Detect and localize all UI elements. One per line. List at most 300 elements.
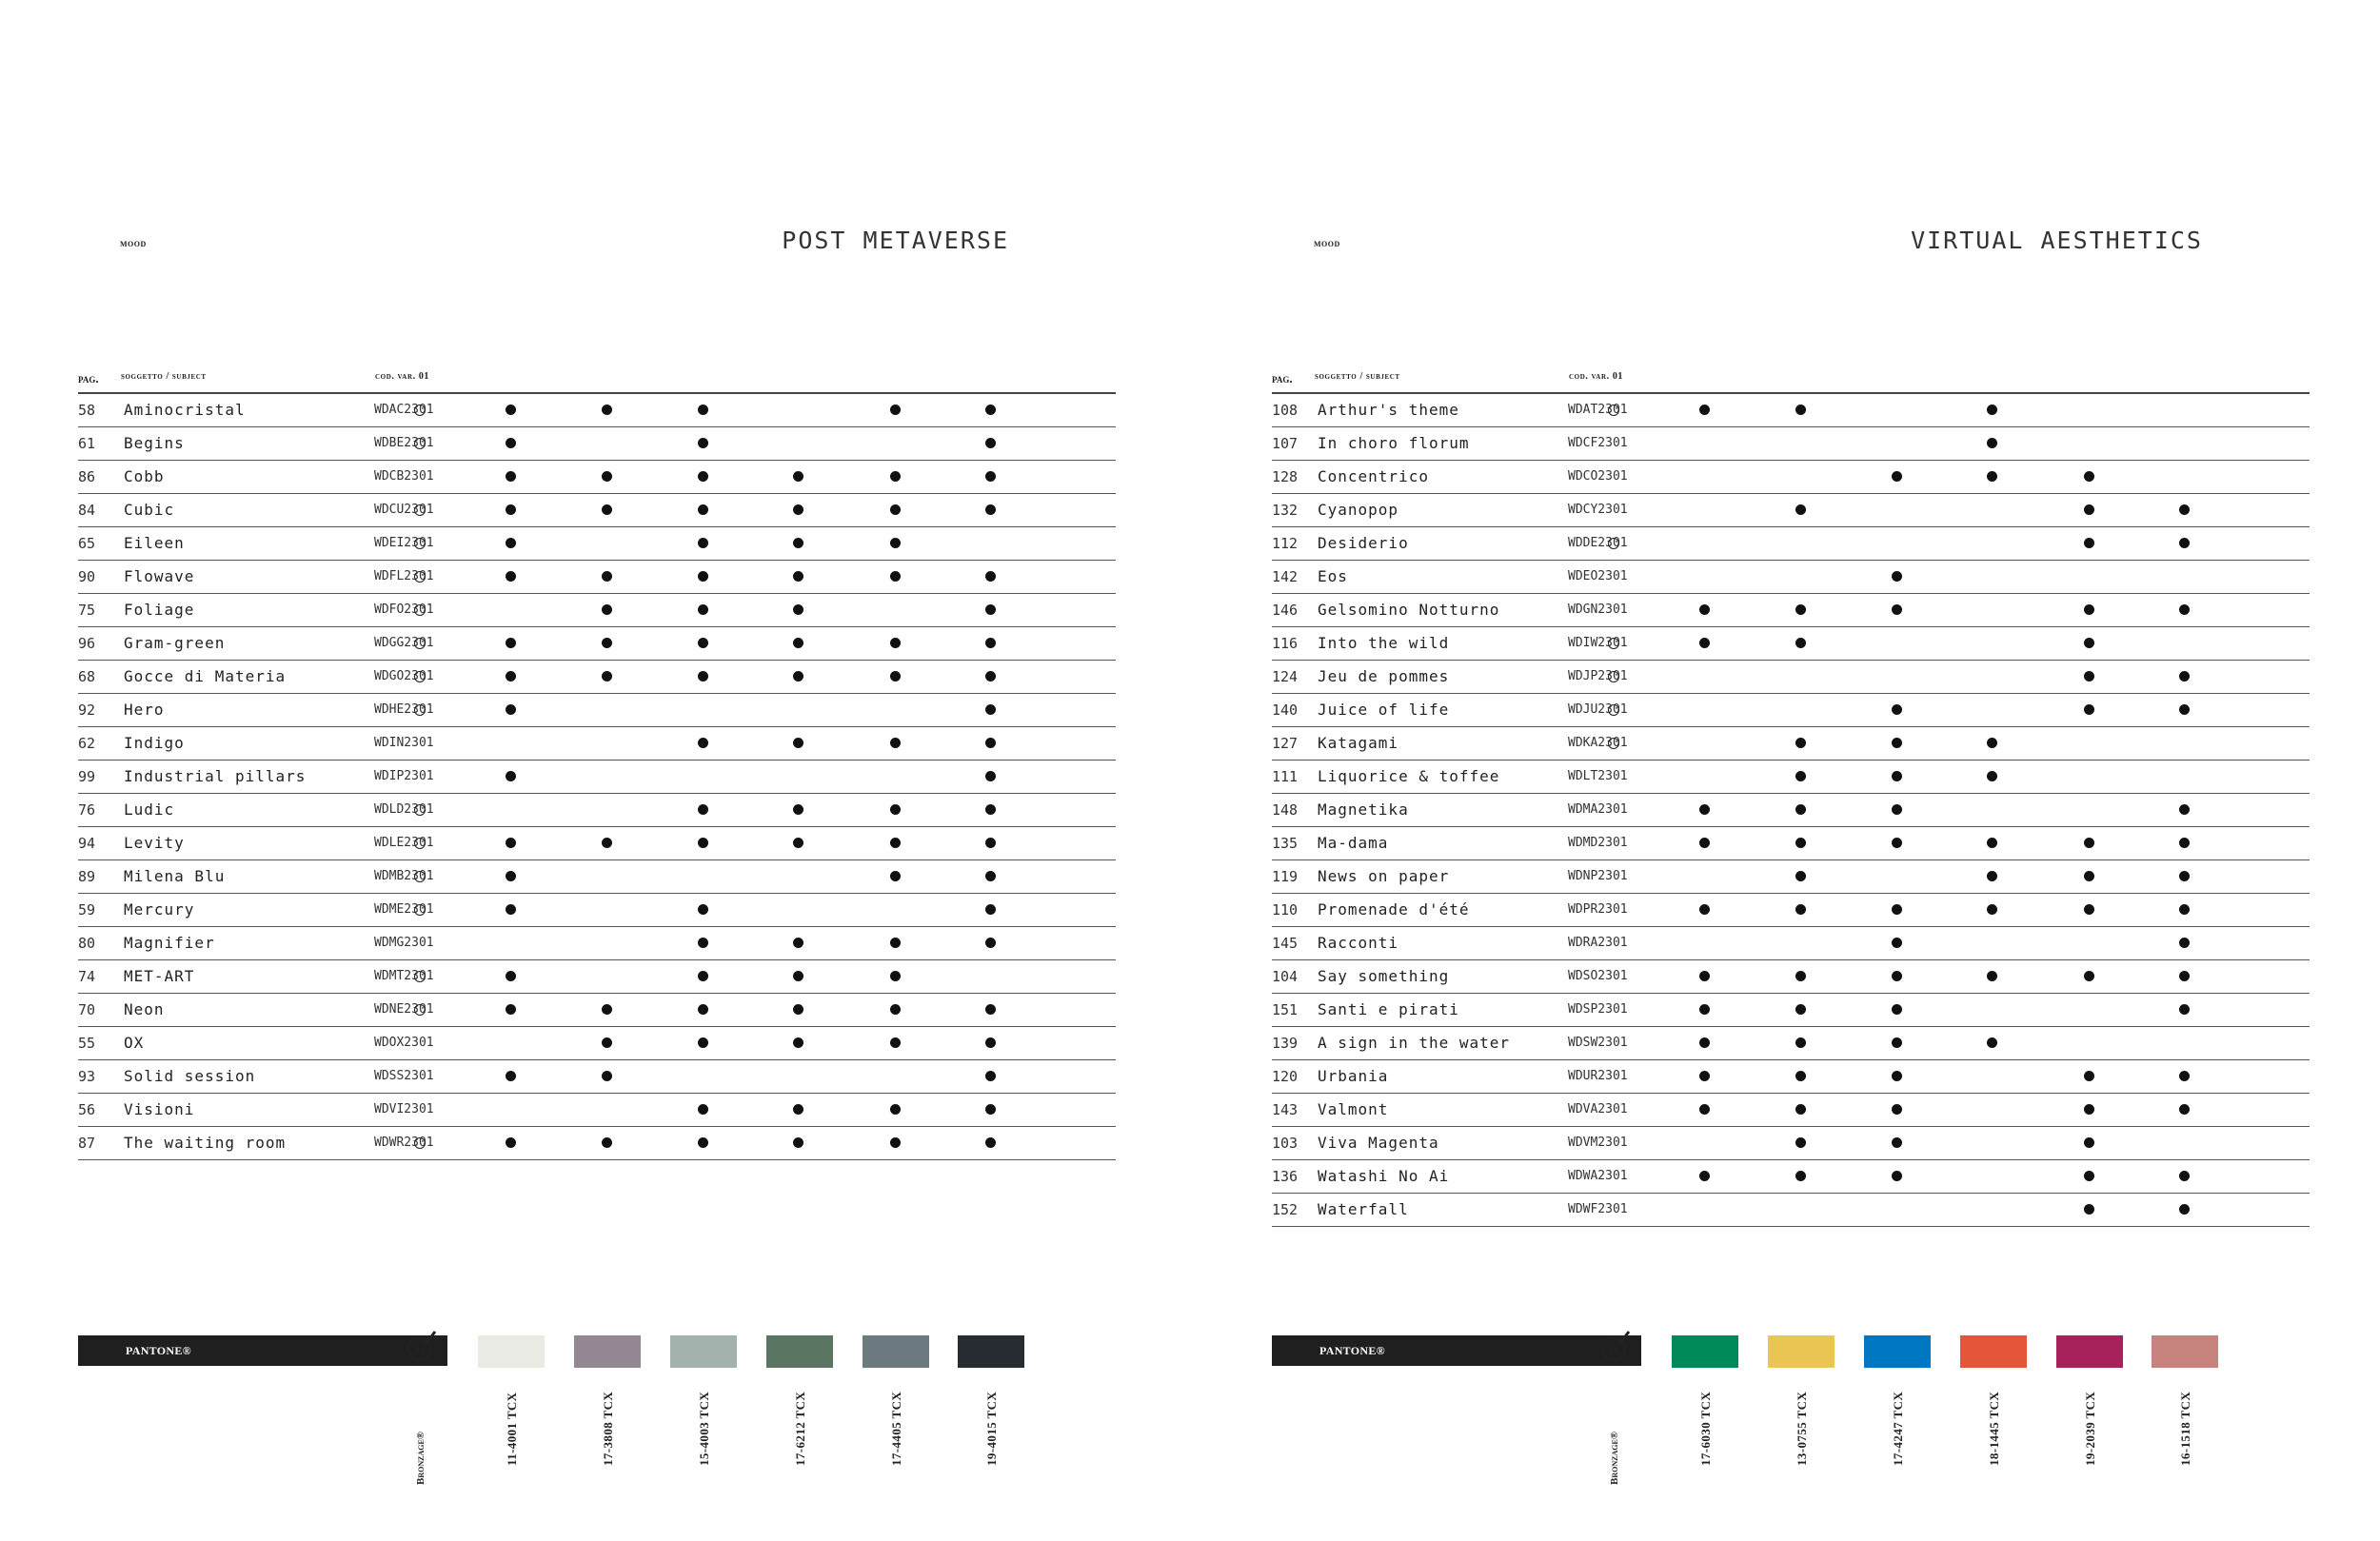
page-number: 76: [78, 801, 96, 819]
subject-name: Magnetika: [1318, 800, 1409, 819]
color-filled-dot-icon: [890, 571, 901, 582]
color-swatch: [2056, 1335, 2123, 1368]
color-filled-dot-icon: [985, 838, 996, 848]
color-filled-dot-icon: [793, 504, 803, 515]
page-title: POST METAVERSE: [782, 227, 1009, 254]
subject-name: Juice of life: [1318, 701, 1450, 719]
color-filled-dot-icon: [793, 671, 803, 682]
pantone-code: [693, 1371, 714, 1466]
page-number: 93: [78, 1068, 96, 1085]
page-number: 58: [78, 402, 96, 419]
color-filled-dot-icon: [698, 804, 708, 815]
color-filled-dot-icon: [890, 638, 901, 648]
color-filled-dot-icon: [1987, 871, 1997, 881]
color-filled-dot-icon: [2084, 604, 2094, 615]
bronzage-open-dot-icon: [414, 871, 426, 882]
color-filled-dot-icon: [506, 871, 516, 881]
pantone-code-text: 19-4015 TCX: [984, 1391, 999, 1466]
color-filled-dot-icon: [506, 438, 516, 448]
page-number: 92: [78, 701, 96, 719]
color-filled-dot-icon: [2084, 638, 2094, 648]
page-number: 86: [78, 468, 96, 485]
variant-code: WDDE2301: [1568, 536, 1628, 550]
color-filled-dot-icon: [1987, 771, 1997, 781]
table-row: [1272, 661, 2310, 694]
variant-code: WDEI2301: [374, 536, 434, 550]
color-filled-dot-icon: [2179, 671, 2190, 682]
color-filled-dot-icon: [1699, 1004, 1710, 1015]
color-filled-dot-icon: [1892, 771, 1902, 781]
color-filled-dot-icon: [506, 971, 516, 981]
color-filled-dot-icon: [985, 938, 996, 948]
variant-code: WDVI2301: [374, 1102, 434, 1116]
color-filled-dot-icon: [2084, 671, 2094, 682]
subject-name: The waiting room: [124, 1134, 287, 1152]
color-filled-dot-icon: [2084, 1204, 2094, 1215]
table-row: [1272, 494, 2310, 527]
page-number: 111: [1272, 768, 1299, 785]
color-filled-dot-icon: [2084, 1104, 2094, 1115]
color-filled-dot-icon: [985, 504, 996, 515]
table-row: [1272, 1194, 2310, 1227]
color-filled-dot-icon: [2179, 971, 2190, 981]
color-filled-dot-icon: [2084, 1137, 2094, 1148]
color-filled-dot-icon: [1892, 1171, 1902, 1181]
color-filled-dot-icon: [890, 804, 901, 815]
table-row: [78, 1060, 1116, 1094]
color-filled-dot-icon: [698, 604, 708, 615]
subject-name: Santi e pirati: [1318, 1000, 1459, 1018]
color-filled-dot-icon: [985, 604, 996, 615]
bronzage-open-dot-icon: [414, 804, 426, 816]
color-filled-dot-icon: [1795, 1104, 1806, 1115]
color-filled-dot-icon: [985, 904, 996, 915]
color-filled-dot-icon: [985, 1037, 996, 1048]
page-number: 84: [78, 502, 96, 519]
color-filled-dot-icon: [793, 604, 803, 615]
color-filled-dot-icon: [506, 638, 516, 648]
table-row: [1272, 461, 2310, 494]
subject-name: Racconti: [1318, 934, 1399, 952]
pantone-code-text: 11-4001 TCX: [505, 1392, 519, 1466]
pantone-code: [1887, 1371, 1908, 1466]
color-filled-dot-icon: [985, 1104, 996, 1115]
color-filled-dot-icon: [793, 1104, 803, 1115]
page-number: 89: [78, 868, 96, 885]
color-filled-dot-icon: [985, 1071, 996, 1081]
spread-virtual-aesthetics: [1194, 0, 2380, 1541]
variant-code: WDLD2301: [374, 802, 434, 817]
svg-text:b: b: [1610, 1343, 1617, 1357]
variant-code: WDFO2301: [374, 603, 434, 617]
color-filled-dot-icon: [698, 1137, 708, 1148]
page-number: 62: [78, 735, 96, 752]
color-filled-dot-icon: [1892, 1071, 1902, 1081]
color-filled-dot-icon: [1795, 1037, 1806, 1048]
page-number: 127: [1272, 735, 1299, 752]
page-number: 80: [78, 935, 96, 952]
color-swatch: [478, 1335, 545, 1368]
table-row: [78, 894, 1116, 927]
bronzage-open-dot-icon: [414, 904, 426, 916]
color-filled-dot-icon: [793, 971, 803, 981]
page-number: 107: [1272, 435, 1299, 452]
color-filled-dot-icon: [506, 771, 516, 781]
page-title: VIRTUAL AESTHETICS: [1911, 227, 2203, 254]
color-filled-dot-icon: [1892, 1137, 1902, 1148]
color-filled-dot-icon: [2179, 1071, 2190, 1081]
color-filled-dot-icon: [985, 804, 996, 815]
color-filled-dot-icon: [1987, 971, 1997, 981]
color-filled-dot-icon: [985, 1004, 996, 1015]
subject-name: Into the wild: [1318, 634, 1450, 652]
color-filled-dot-icon: [1795, 871, 1806, 881]
table-row: [78, 1027, 1116, 1060]
variant-code: WDIW2301: [1568, 636, 1628, 650]
table-row: [1272, 394, 2310, 427]
color-filled-dot-icon: [2084, 1071, 2094, 1081]
table-header: [1272, 371, 2310, 392]
color-filled-dot-icon: [890, 405, 901, 415]
page-number: 90: [78, 568, 96, 585]
color-filled-dot-icon: [890, 671, 901, 682]
table-row: [78, 561, 1116, 594]
mood-label: mood: [120, 236, 147, 249]
subject-name: Eileen: [124, 534, 185, 552]
table-row: [78, 694, 1116, 727]
color-filled-dot-icon: [1892, 471, 1902, 482]
variant-code: WDVM2301: [1568, 1136, 1628, 1150]
color-filled-dot-icon: [1699, 604, 1710, 615]
color-filled-dot-icon: [698, 1037, 708, 1048]
color-filled-dot-icon: [506, 504, 516, 515]
color-filled-dot-icon: [1699, 1171, 1710, 1181]
color-filled-dot-icon: [2179, 538, 2190, 548]
subject-name: Milena Blu: [124, 867, 226, 885]
table-row: [1272, 1127, 2310, 1160]
subject-name: Desiderio: [1318, 534, 1409, 552]
table-row: [78, 394, 1116, 427]
color-filled-dot-icon: [1987, 471, 1997, 482]
pantone-code: [981, 1371, 1002, 1466]
color-filled-dot-icon: [602, 671, 612, 682]
table-row: [1272, 927, 2310, 960]
variant-code: WDCY2301: [1568, 503, 1628, 517]
color-filled-dot-icon: [1892, 804, 1902, 815]
color-filled-dot-icon: [793, 738, 803, 748]
variant-code: WDSP2301: [1568, 1002, 1628, 1017]
subject-name: Solid session: [124, 1067, 256, 1085]
subject-name: Eos: [1318, 567, 1348, 585]
color-filled-dot-icon: [1699, 405, 1710, 415]
color-swatch: [766, 1335, 833, 1368]
bronzage-open-dot-icon: [1608, 738, 1619, 749]
variant-code: WDRA2301: [1568, 936, 1628, 950]
color-filled-dot-icon: [506, 471, 516, 482]
variant-code: WDPR2301: [1568, 902, 1628, 917]
table-row: [1272, 994, 2310, 1027]
subject-name: Levity: [124, 834, 185, 852]
variant-code: WDBE2301: [374, 436, 434, 450]
color-filled-dot-icon: [602, 471, 612, 482]
pantone-code-text: 15-4003 TCX: [697, 1391, 711, 1466]
bronzage-open-dot-icon: [414, 838, 426, 849]
color-filled-dot-icon: [1987, 405, 1997, 415]
table-row: [1272, 561, 2310, 594]
table-row: [78, 727, 1116, 761]
color-filled-dot-icon: [1892, 1004, 1902, 1015]
color-filled-dot-icon: [793, 838, 803, 848]
color-swatch: [1960, 1335, 2027, 1368]
color-filled-dot-icon: [698, 571, 708, 582]
color-filled-dot-icon: [698, 504, 708, 515]
color-filled-dot-icon: [698, 671, 708, 682]
color-filled-dot-icon: [985, 671, 996, 682]
page-number: 104: [1272, 968, 1299, 985]
header-cod: cod. var. 01: [1569, 371, 1624, 382]
page-number: 120: [1272, 1068, 1299, 1085]
pantone-code: [2174, 1371, 2195, 1466]
bronzage-open-dot-icon: [414, 971, 426, 982]
color-filled-dot-icon: [1987, 738, 1997, 748]
color-filled-dot-icon: [985, 771, 996, 781]
color-filled-dot-icon: [1892, 938, 1902, 948]
color-filled-dot-icon: [1699, 904, 1710, 915]
color-filled-dot-icon: [1795, 604, 1806, 615]
table-row: [78, 594, 1116, 627]
subject-name: Ma-dama: [1318, 834, 1389, 852]
bronzage-open-dot-icon: [414, 538, 426, 549]
svg-text:b: b: [416, 1343, 424, 1357]
color-filled-dot-icon: [506, 1137, 516, 1148]
page-number: 112: [1272, 535, 1299, 552]
bronzage-label: [1606, 1371, 1625, 1485]
variant-code: WDGO2301: [374, 669, 434, 683]
color-filled-dot-icon: [506, 571, 516, 582]
variant-code: WDEO2301: [1568, 569, 1628, 583]
color-filled-dot-icon: [506, 405, 516, 415]
color-filled-dot-icon: [985, 704, 996, 715]
color-filled-dot-icon: [698, 538, 708, 548]
color-filled-dot-icon: [793, 1037, 803, 1048]
color-filled-dot-icon: [793, 938, 803, 948]
subject-name: Liquorice & toffee: [1318, 767, 1500, 785]
color-filled-dot-icon: [890, 1137, 901, 1148]
table-row: [78, 761, 1116, 794]
subject-name: Indigo: [124, 734, 185, 752]
table-row: [78, 827, 1116, 860]
table-row: [78, 661, 1116, 694]
variant-code: WDJP2301: [1568, 669, 1628, 683]
color-filled-dot-icon: [506, 1004, 516, 1015]
page-number: 87: [78, 1135, 96, 1152]
page-number: 119: [1272, 868, 1299, 885]
color-filled-dot-icon: [1699, 638, 1710, 648]
color-filled-dot-icon: [1795, 405, 1806, 415]
page-number: 145: [1272, 935, 1299, 952]
color-filled-dot-icon: [698, 738, 708, 748]
color-filled-dot-icon: [1892, 571, 1902, 582]
variant-code: WDCF2301: [1568, 436, 1628, 450]
pantone-code-text: 19-2039 TCX: [2083, 1391, 2097, 1466]
subject-name: Katagami: [1318, 734, 1399, 752]
table-row: [1272, 427, 2310, 461]
color-filled-dot-icon: [698, 1004, 708, 1015]
page-number: 55: [78, 1035, 96, 1052]
table-row: [1272, 594, 2310, 627]
variant-code: WDFL2301: [374, 569, 434, 583]
subject-name: Mercury: [124, 900, 195, 919]
table-row: [1272, 761, 2310, 794]
bronzage-open-dot-icon: [414, 438, 426, 449]
subject-name: Magnifier: [124, 934, 215, 952]
page-number: 59: [78, 901, 96, 919]
table-row: [1272, 1060, 2310, 1094]
subject-table: [1272, 392, 2310, 1227]
page-number: 128: [1272, 468, 1299, 485]
color-filled-dot-icon: [793, 1004, 803, 1015]
color-filled-dot-icon: [698, 904, 708, 915]
table-row: [78, 1094, 1116, 1127]
color-filled-dot-icon: [1892, 1104, 1902, 1115]
variant-code: WDKA2301: [1568, 736, 1628, 750]
color-filled-dot-icon: [1892, 838, 1902, 848]
subject-name: Visioni: [124, 1100, 195, 1118]
variant-code: WDVA2301: [1568, 1102, 1628, 1116]
variant-code: WDSO2301: [1568, 969, 1628, 983]
color-filled-dot-icon: [2179, 904, 2190, 915]
bronzage-open-dot-icon: [414, 704, 426, 716]
color-filled-dot-icon: [602, 1004, 612, 1015]
subject-name: Hero: [124, 701, 165, 719]
pantone-code-text: 17-4405 TCX: [889, 1391, 903, 1466]
page-number: 132: [1272, 502, 1299, 519]
page-number: 143: [1272, 1101, 1299, 1118]
variant-code: WDSW2301: [1568, 1036, 1628, 1050]
table-row: [78, 427, 1116, 461]
variant-code: WDMT2301: [374, 969, 434, 983]
variant-code: WDNP2301: [1568, 869, 1628, 883]
page-number: 96: [78, 635, 96, 652]
variant-code: WDGN2301: [1568, 603, 1628, 617]
color-filled-dot-icon: [1699, 1037, 1710, 1048]
page-number: 152: [1272, 1201, 1299, 1218]
color-filled-dot-icon: [1795, 1137, 1806, 1148]
color-filled-dot-icon: [890, 1004, 901, 1015]
table-row: [1272, 1027, 2310, 1060]
color-filled-dot-icon: [602, 405, 612, 415]
pantone-code: [789, 1371, 810, 1466]
subject-name: Concentrico: [1318, 467, 1429, 485]
subject-name: Neon: [124, 1000, 165, 1018]
bronzage-open-dot-icon: [414, 405, 426, 416]
color-filled-dot-icon: [793, 804, 803, 815]
page-number: 99: [78, 768, 96, 785]
pantone-code-text: 17-4247 TCX: [1891, 1391, 1905, 1466]
subject-table: [78, 392, 1116, 1160]
table-row: [78, 794, 1116, 827]
color-filled-dot-icon: [2179, 704, 2190, 715]
subject-name: Cubic: [124, 501, 175, 519]
bronzage-open-dot-icon: [414, 1137, 426, 1149]
pantone-code-text: 17-6030 TCX: [1698, 1391, 1713, 1466]
color-filled-dot-icon: [1795, 904, 1806, 915]
bronzage-open-dot-icon: [414, 504, 426, 516]
bronzage-text: Bronzage®: [415, 1431, 426, 1485]
color-swatch: [1672, 1335, 1738, 1368]
mood-label: mood: [1314, 236, 1340, 249]
header-pag: pag.: [78, 371, 99, 385]
color-filled-dot-icon: [2179, 1104, 2190, 1115]
table-row: [78, 461, 1116, 494]
color-filled-dot-icon: [1892, 971, 1902, 981]
bronzage-open-dot-icon: [1608, 538, 1619, 549]
page-number: 116: [1272, 635, 1299, 652]
pantone-label: PANTONE®: [126, 1344, 191, 1357]
color-swatch: [958, 1335, 1024, 1368]
page-number: 110: [1272, 901, 1299, 919]
color-filled-dot-icon: [506, 838, 516, 848]
color-filled-dot-icon: [602, 1137, 612, 1148]
variant-code: WDLT2301: [1568, 769, 1628, 783]
color-filled-dot-icon: [698, 438, 708, 448]
page-number: 139: [1272, 1035, 1299, 1052]
subject-name: News on paper: [1318, 867, 1450, 885]
color-filled-dot-icon: [1699, 838, 1710, 848]
variant-code: WDMB2301: [374, 869, 434, 883]
color-filled-dot-icon: [2179, 838, 2190, 848]
variant-code: WDAC2301: [374, 403, 434, 417]
color-filled-dot-icon: [2084, 538, 2094, 548]
color-filled-dot-icon: [1795, 1071, 1806, 1081]
table-row: [78, 527, 1116, 561]
color-filled-dot-icon: [2084, 971, 2094, 981]
table-header: [78, 371, 1116, 392]
color-filled-dot-icon: [1795, 738, 1806, 748]
color-filled-dot-icon: [602, 1071, 612, 1081]
page-number: 70: [78, 1001, 96, 1018]
page-number: 68: [78, 668, 96, 685]
page-number: 136: [1272, 1168, 1299, 1185]
pantone-code: [501, 1371, 522, 1466]
table-row: [1272, 894, 2310, 927]
subject-name: Urbania: [1318, 1067, 1389, 1085]
subject-name: In choro florum: [1318, 434, 1470, 452]
color-filled-dot-icon: [1795, 838, 1806, 848]
pantone-code: [2079, 1371, 2100, 1466]
subject-name: MET-ART: [124, 967, 195, 985]
page-number: 142: [1272, 568, 1299, 585]
variant-code: WDME2301: [374, 902, 434, 917]
color-filled-dot-icon: [985, 871, 996, 881]
pantone-code-text: 13-0755 TCX: [1795, 1391, 1809, 1466]
color-filled-dot-icon: [985, 738, 996, 748]
color-filled-dot-icon: [602, 571, 612, 582]
table-row: [1272, 794, 2310, 827]
bronzage-open-dot-icon: [1608, 405, 1619, 416]
page-number: 75: [78, 602, 96, 619]
color-swatch: [1864, 1335, 1931, 1368]
color-filled-dot-icon: [985, 438, 996, 448]
color-filled-dot-icon: [698, 405, 708, 415]
table-row: [1272, 694, 2310, 727]
color-filled-dot-icon: [2179, 871, 2190, 881]
color-filled-dot-icon: [890, 1104, 901, 1115]
bronzage-icon: [1597, 1328, 1635, 1366]
table-row: [78, 494, 1116, 527]
color-filled-dot-icon: [890, 938, 901, 948]
subject-name: Foliage: [124, 601, 195, 619]
